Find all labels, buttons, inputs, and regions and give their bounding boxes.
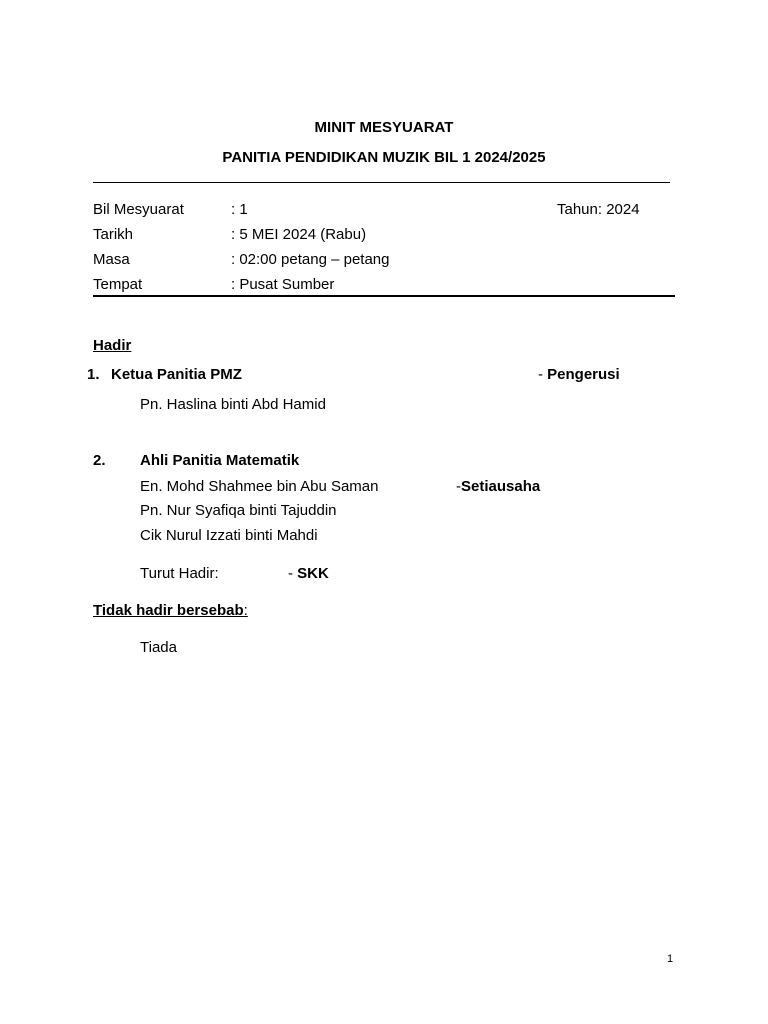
tahun-value: Tahun: 2024 — [557, 201, 640, 218]
group-2-number: 2. — [93, 452, 106, 469]
group-1-role-prefix: - — [538, 366, 548, 383]
turut-hadir-label: Turut Hadir: — [140, 565, 219, 582]
document-subtitle: PANITIA PENDIDIKAN MUZIK BIL 1 2024/2025 — [222, 149, 546, 166]
tidak-hadir-value: Tiada — [140, 639, 177, 656]
tempat-value: : Pusat Sumber — [231, 276, 335, 293]
page-number: 1 — [667, 953, 674, 965]
turut-hadir-name: SKK — [297, 565, 329, 582]
tempat-label: Tempat — [93, 276, 143, 293]
tidak-hadir-heading-text: Tidak hadir bersebab — [93, 602, 244, 619]
group-1-title: Ketua Panitia PMZ — [111, 366, 242, 383]
turut-hadir-value — [288, 565, 329, 583]
info-divider — [93, 295, 675, 297]
group-2-role-name: Setiausaha — [461, 478, 541, 495]
group-2-role — [456, 478, 540, 496]
group-1-member: Pn. Haslina binti Abd Hamid — [140, 396, 326, 413]
header-divider — [93, 182, 670, 183]
bil-label: Bil Mesyuarat — [93, 201, 184, 218]
masa-value: : 02:00 petang – petang — [231, 251, 390, 268]
group-1-number: 1. — [87, 366, 100, 383]
tarikh-label: Tarikh — [93, 226, 134, 243]
group-2-member: Pn. Nur Syafiqa binti Tajuddin — [140, 502, 337, 519]
tidak-hadir-heading — [93, 602, 248, 620]
masa-label: Masa — [93, 251, 130, 268]
group-2-title: Ahli Panitia Matematik — [140, 452, 300, 469]
group-2-role-prefix: - — [456, 478, 461, 495]
turut-hadir-prefix: - — [288, 565, 298, 582]
group-1-role-name: Pengerusi — [547, 366, 620, 383]
group-2-member: En. Mohd Shahmee bin Abu Saman — [140, 478, 379, 495]
group-1-role — [538, 366, 620, 384]
group-2-member: Cik Nurul Izzati binti Mahdi — [140, 527, 318, 544]
bil-value: : 1 — [231, 201, 248, 218]
tarikh-value: : 5 MEI 2024 (Rabu) — [231, 226, 367, 243]
hadir-heading: Hadir — [93, 337, 132, 354]
document-title: MINIT MESYUARAT — [314, 119, 454, 136]
tidak-hadir-colon: : — [243, 602, 248, 619]
